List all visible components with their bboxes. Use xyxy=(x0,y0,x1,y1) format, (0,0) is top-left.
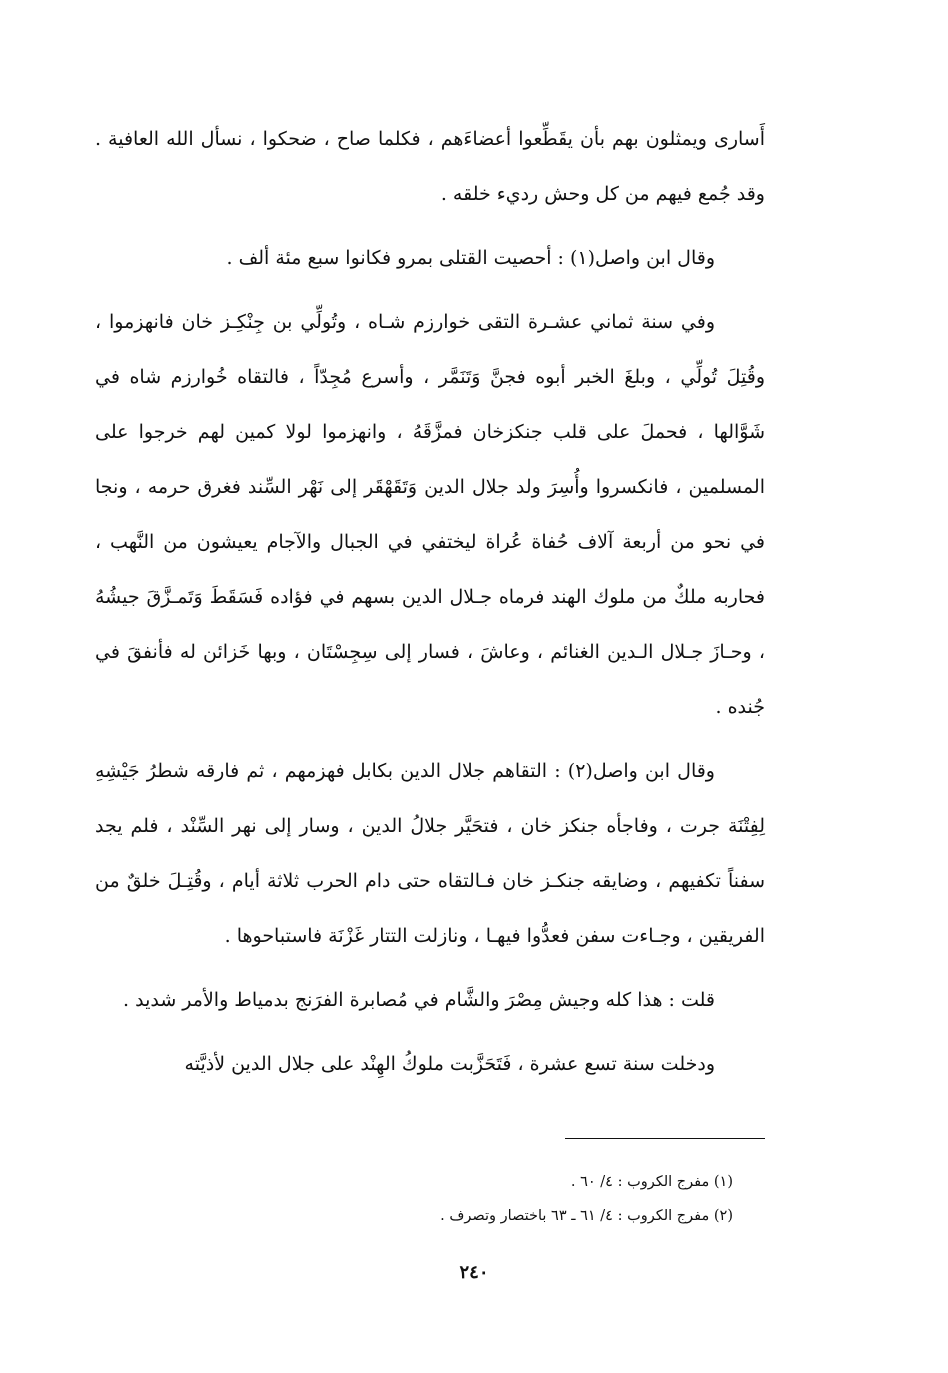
paragraph-year-eighteen: وفي سنة ثماني عشـرة التقى خوارزم شـاه ، وتُولِّي بن جِنْكِـز خان فانهزموا ، وقُتِلَ تُولِّي ، وبلغَ الخبر أبوه فجنَّ وَتَنَمَّر ، وأسرع مُجِدّاً ، فالتقاه خُوارزم شاه في شَوَّالها ، فحملَ على قلب جنكزخان فمزَّقَهُ ، وانهزموا لولا كمين لهم خرجوا على المسلمين ، فانكسروا وأُسِرَ ولد جلال الدين وَتَقَهْقَر إلى نَهْر السِّند فغرق حرمه ، ونجا في نحو من أربعة آلاف حُفاة عُراة ليختفي في الجبال والآجام يعيشون من النَّهب ، فحاربه ملكٌ من ملوك الهند فرماه جـلال الدين بسهم في فؤاده فَسَقَطَ وَتَمـزَّقَ جيشُهُ ، وحـازَ جـلال الـدين الغنائم ، وعاشَ ، فسار إلى سِجِسْتَان ، وبها خَزائن له فأنفقَ في جُنده . xyxy=(95,311,765,718)
paragraph-ibn-wasil-1: وقال ابن واصل(١) : أحصيت القتلى بمرو فكانوا سبع مئة ألف . xyxy=(226,247,715,269)
footnotes xyxy=(253,1165,733,1233)
paragraph-ibn-wasil-2: وقال ابن واصل(٢) : التقاهم جلال الدين بكابل فهزمهم ، ثم فارقه شطرُ جَيْشِهِ لِفِتْنَة جرت ، وفاجأه جنكز خان ، فتحَيَّر جلالُ الدين ، وسار إلى نهر السِّنْد ، فلم يجد سفناً تكفيهم ، وضايقه جنكـز خان فـالتقاه حتى دام الحرب ثلاثة أيام ، وقُتِـلَ خلقٌ من الفريقين ، وجـاءت سفن فعدُّوا فيهـا ، ونازلت التتار غَزْنَة فاستباحوها . xyxy=(95,760,765,947)
paragraph-year-nineteen: ودخلت سنة تسع عشرة ، فَتَحَزَّبت ملوكُ الهِنْد على جلال الدين لأذيَّته xyxy=(184,1053,715,1075)
paragraph-continuation: أَسارى ويمثلون بهم بأن يقَطِّعوا أعضاءَهم ، فكلما صاح ، ضحكوا ، نسأل الله العافية . وقد جُمع فيهم من كل وحش رديء خلقه . xyxy=(95,128,765,205)
paragraph-author-note: قلت : هذا كله وجيش مِصْرَ والشَّام في مُصابرة الفرَنج بدمياط والأمر شديد . xyxy=(123,989,715,1011)
footnote-2: (٢) مفرج الكروب : ٤/ ٦١ ـ ٦٣ باختصار وتصرف . xyxy=(440,1208,733,1224)
footnote-1: (١) مفرج الكروب : ٤/ ٦٠ . xyxy=(570,1174,733,1190)
footnote-divider xyxy=(565,1138,765,1139)
page-number: ٢٤٠ xyxy=(459,1262,489,1283)
page-body xyxy=(95,112,765,1101)
